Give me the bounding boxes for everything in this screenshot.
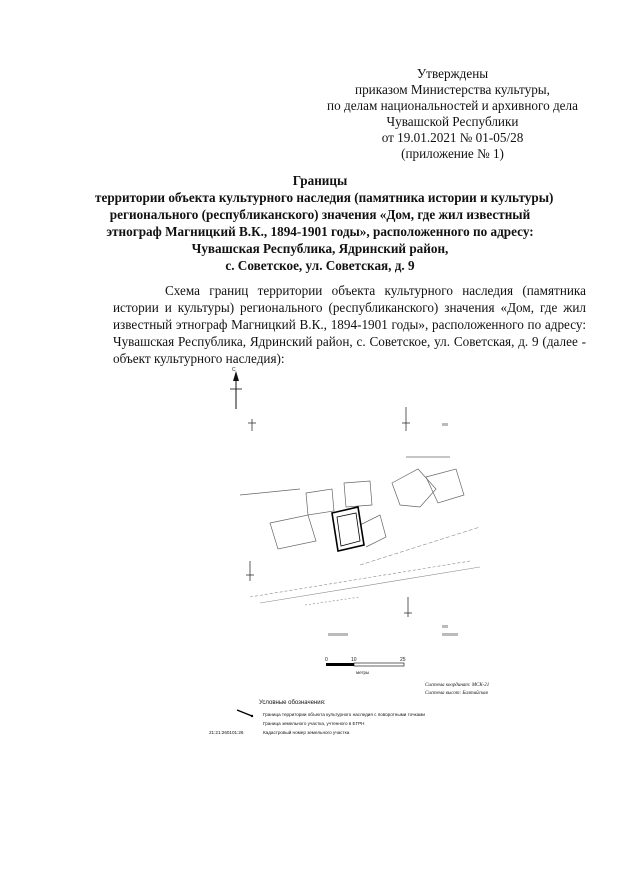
object-boundary	[332, 507, 364, 551]
legend-symbol-cadastral: 21:21:260101:26	[209, 730, 244, 735]
hatched-areas	[328, 423, 458, 636]
approval-line: Утверждены	[416, 66, 489, 81]
approval-line: по делам национальностей и архивного дела	[327, 98, 578, 113]
approval-line: Чувашской Республики	[386, 114, 519, 129]
north-arrow-icon	[230, 367, 242, 409]
neighbour-parcels	[240, 457, 464, 549]
boundary-scheme-map	[210, 365, 510, 745]
title-line: Чувашская Республика, Ядринский район,	[191, 241, 449, 256]
legend-item-cadastral: Кадастровый номер земельного участка	[263, 730, 350, 735]
north-label: С	[232, 367, 236, 373]
elevation-system-note: Система высот: Балтийская	[425, 691, 488, 696]
approval-block	[320, 66, 585, 162]
scale-label-10: 10	[351, 657, 357, 663]
title-line: регионального (республиканского) значения «Дом, где жил известный	[109, 207, 531, 222]
boundary-symbol-icon	[236, 708, 258, 720]
title-line: Границы	[292, 173, 348, 188]
scale-unit-label: метры	[356, 670, 370, 675]
title-line: этнограф Магницкий В.К., 1894-1901 годы», расположенного по адресу:	[106, 224, 534, 239]
title-line: с. Советское, ул. Советская, д. 9	[225, 258, 415, 273]
legend-item-boundary: Граница территории объекта культурного наследия с поворотными точками	[263, 712, 425, 717]
body-paragraph: Схема границ территории объекта культурного наследия (памятника истории и культуры) регионального (республиканского) значения «Дом, где жил известный этнограф Магницкий В.К., 1894-1901 годы», расположенного по адресу: Чувашская Республика, Ядринский район, с. Советское, ул. Советская, д. 9 (далее - объект культурного наследия):	[113, 283, 586, 366]
road-lines	[250, 527, 480, 605]
approval-line: от 19.01.2021 № 01-05/28	[381, 130, 524, 145]
legend-title: Условные обозначения:	[259, 700, 326, 706]
approval-line: приказом Министерства культуры,	[355, 82, 550, 97]
document-title	[95, 172, 554, 274]
scale-label-0: 0	[325, 657, 328, 663]
coordinate-system-note: Система координат: МСК-21	[425, 683, 490, 688]
scale-bar	[325, 657, 406, 675]
approval-line: (приложение № 1)	[401, 146, 504, 161]
title-line: территории объекта культурного наследия (памятника истории и культуры)	[95, 190, 554, 205]
map-drawing	[210, 365, 510, 705]
scale-label-25: 25	[400, 657, 406, 663]
legend-item-parcel: Граница земельного участка, учтенного в ЕГРН	[263, 721, 365, 726]
